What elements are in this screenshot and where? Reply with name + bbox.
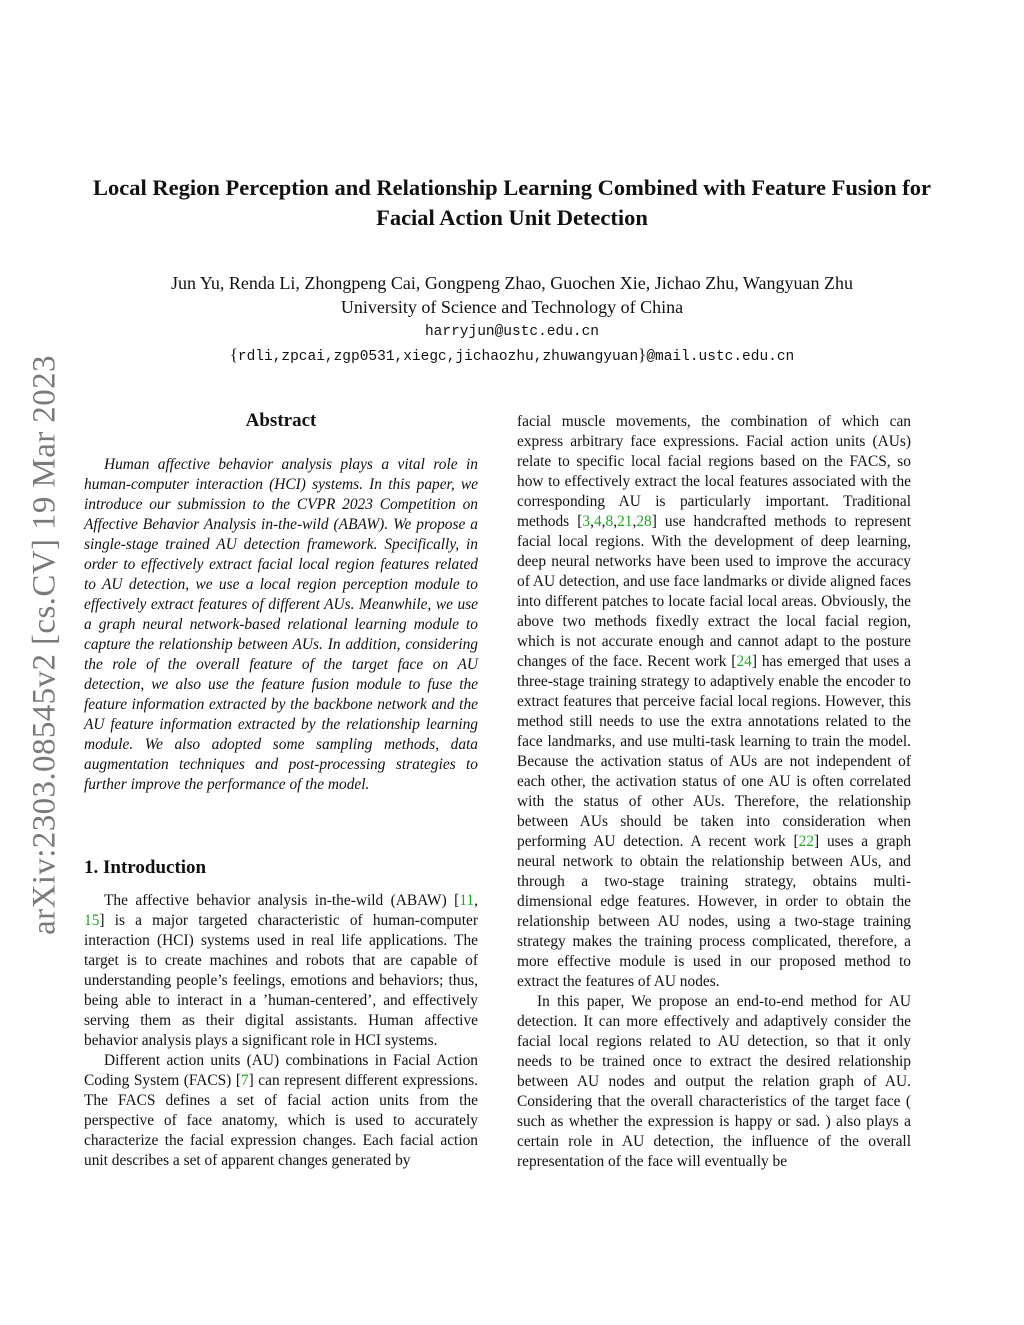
abstract-body — [84, 455, 478, 795]
citation-link[interactable]: 24 — [736, 653, 752, 670]
citation-link[interactable]: 15 — [84, 912, 100, 929]
abstract-paragraph: Human affective behavior analysis plays a vital role in human-computer interaction (HCI) systems. In this paper, we introduce our submission to the CVPR 2023 Competition on Affective Behavior Analysis in-the-wild (ABAW). We propose a single-stage trained AU detection framework. Specifically, in order to effectively extract facial local region features related to AU detection, we use a local region perception module to effectively extract features of different AUs. Meanwhile, we use a graph neural network-based relational learning module to capture the relationship between AUs. In addition, considering the role of the overall feature of the target face on AU detection, we also use the feature fusion module to fuse the feature information extracted by the backbone network and the AU feature information extracted by the relationship learning module. We also adopted some sampling methods, data augmentation techniques and post-processing strategies to further improve the performance of the model. — [84, 456, 478, 793]
citation-link[interactable]: 22 — [798, 833, 815, 850]
introduction-heading: 1. Introduction — [84, 857, 207, 878]
primary-email: harryjun@ustc.edu.cn — [424, 324, 600, 340]
text-run: , — [632, 513, 637, 530]
arxiv-identifier-stamp: arXiv:2303.08545v2 [cs.CV] 19 Mar 2023 — [26, 355, 63, 935]
introduction-body-right — [517, 412, 911, 1172]
citation-link[interactable]: 11 — [459, 892, 475, 909]
abstract-heading: Abstract — [245, 410, 317, 431]
intro-paragraph-1 — [84, 891, 478, 1051]
affiliation: University of Science and Technology of China — [340, 297, 684, 317]
intro-paragraph-3: In this paper, We propose an end-to-end method for AU detection. It can more effectively and adaptively consider the facial local regions related to AU detection, so that it only needs to be trained once to extract the desired relationship between AU nodes and output the relation graph of AU. Considering that the overall characteristics of the target face ( such as whether the expression is happy or sad. ) also plays a certain role in AU detection, the influence of the overall representation of the face will eventually be — [517, 993, 911, 1170]
text-run: , — [474, 892, 478, 909]
citation-link[interactable]: 21 — [617, 513, 633, 530]
email-close-brace: } — [638, 345, 647, 364]
text-run: ] has emerged that uses a three-stage training strategy to adaptively enable the encoder to extract features that perceive facial local regions. However, this method still needs to use the extra annotations related to the face landmarks, and use multi-task learning to train the model. Because the activation status of AUs are not independent of each other, the activation status of one AU is often correlated with the status of other AUs. Therefore, the relationship between AUs should be taken into consideration when performing AU detection. A recent work [ — [517, 653, 911, 850]
text-run: , — [590, 513, 594, 530]
citation-link[interactable]: 3 — [582, 513, 591, 530]
text-run: ] use handcrafted methods to represent facial local regions. With the development of deep learning, deep neural networks have been used to improve the accuracy of AU detection, and use face landmarks or divide aligned faces into different patches to locate facial local areas. Obviously, the above two methods fixedly extract the local facial region, which is not accurate enough and cannot adapt to the posture changes of the face. Recent work [ — [517, 513, 911, 670]
email-usernames: rdli,zpcai,zgp0531,xiegc,jichaozhu,zhuwangyuan — [237, 349, 639, 365]
introduction-body-left — [84, 891, 478, 1171]
text-run: facial muscle movements, the combination of which can express arbitrary face expressions. Facial action units (AUs) relate to specific local facial regions based on the FACS, so how to effectively extract the local features associated with the corresponding AU is particularly important. Traditional methods [ — [517, 413, 911, 530]
text-run: Different action units (AU) combinations in Facial Action Coding System (FACS) [ — [84, 1052, 478, 1089]
citation-link[interactable]: 4 — [593, 513, 602, 530]
text-run: ] can represent different expressions. The FACS defines a set of facial action units from the perspective of face anatomy, which is used to accurately characterize the facial expression changes. Each facial action unit describes a set of apparent changes generated by — [84, 1072, 478, 1169]
email-domain: @mail.ustc.edu.cn — [646, 349, 795, 365]
citation-link[interactable]: 8 — [605, 513, 614, 530]
group-email — [40, 345, 984, 367]
text-run: ] is a major targeted characteristic of human-computer interaction (HCI) systems used in real life applications. The target is to create machines and robots that are capable of understanding people’s feelings, emotions and behaviors; thus, being able to interact in a ’human-centered’, and effectively serving them as their digital assistants. Human affective behavior analysis plays a significant role in HCI systems. — [84, 912, 478, 1049]
paper-title: Local Region Perception and Relationship Learning Combined with Feature Fusion for Facial Action Unit Detection — [93, 175, 931, 230]
text-run: , — [601, 513, 606, 530]
text-run: , — [613, 513, 618, 530]
text-run: ] uses a graph neural network to obtain the relationship between AUs, and through a two-stage training strategy, obtains multi-dimensional edge features. However, in order to obtain the relationship between AU nodes, using a two-stage training strategy makes the training process complicated, therefore, a more effective module is used in our proposed method to extract the features of AU nodes. — [517, 833, 912, 990]
text-run: The affective behavior analysis in-the-wild (ABAW) [ — [104, 892, 460, 909]
intro-paragraph-2 — [84, 1051, 478, 1171]
author-list: Jun Yu, Renda Li, Zhongpeng Cai, Gongpeng Zhao, Guochen Xie, Jichao Zhu, Wangyuan Zhu — [171, 273, 853, 293]
email-open-brace: { — [229, 345, 238, 364]
citation-link[interactable]: 7 — [240, 1072, 249, 1089]
intro-paragraph-continued — [517, 412, 911, 992]
citation-link[interactable]: 28 — [636, 513, 652, 530]
